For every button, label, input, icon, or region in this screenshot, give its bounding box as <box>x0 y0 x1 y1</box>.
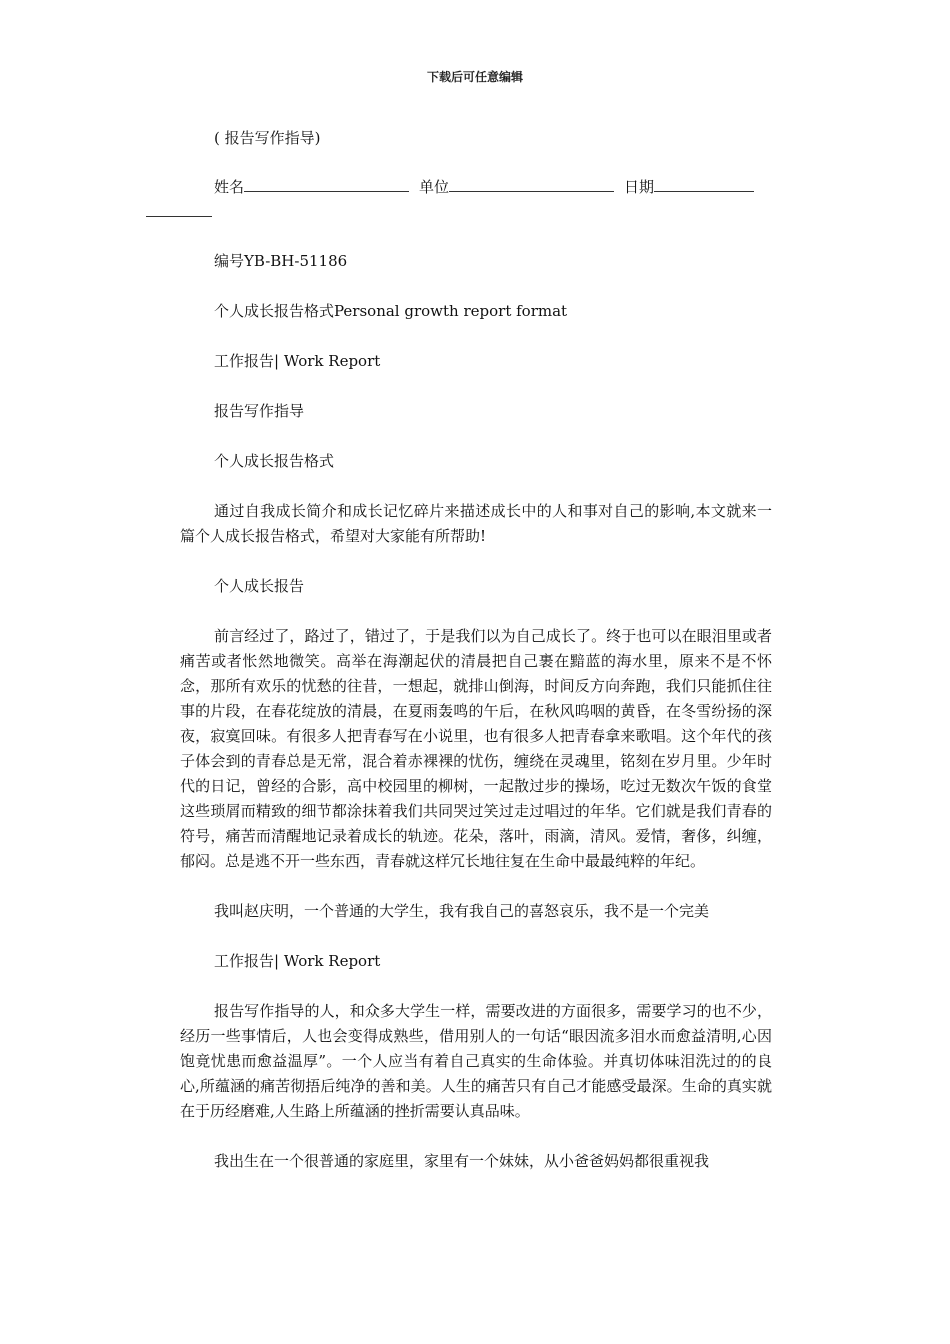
category-label-repeat: 工作报告| Work Report <box>214 952 381 970</box>
unit-label: 单位 <box>419 178 450 196</box>
date-field-line[interactable] <box>654 175 754 192</box>
date-field-line-wrap[interactable] <box>146 200 212 217</box>
document-number: 编号YB-BH-51186 <box>214 252 348 270</box>
name-label: 姓名 <box>214 178 245 196</box>
continuation-paragraph: 报告写作指导的人，和众多大学生一样，需要改进的方面很多，需要学习的也不少，经历一些事情后，人也会变得成熟些，借用别人的一句话“眼因流多泪水而愈益清明,心因饱竟忧患而愈益温厚”。一个人应当有着自己真实的生命体验。并真切体味泪洗过的的良心,所蕴涵的痛苦彻捂后纯净的善和美。人生的痛苦只有自己才能感受最深。生命的真实就在于历经磨难,人生路上所蕴涵的挫折需要认真品味。 <box>180 1002 772 1120</box>
self-intro-paragraph: 我叫赵庆明，一个普通的大学生，我有我自己的喜怒哀乐，我不是一个完美 <box>214 902 710 920</box>
preface-paragraph: 前言经过了，路过了，错过了，于是我们以为自己成长了。终于也可以在眼泪里或者痛苦或者怅然地微笑。高举在海潮起伏的清晨把自己裹在黯蓝的海水里，原来不是不怀念，那所有欢乐的忧愁的往昔，一想起，就排山倒海，时间反方向奔跑，我们只能抓住往事的片段，在春花绽放的清晨，在夏雨轰鸣的午后，在秋风呜咽的黄昏，在冬雪纷扬的深夜，寂寞回味。有很多人把青春写在小说里，也有很多人把青春拿来歌唱。这个年代的孩子体会到的青春总是无常，混合着赤裸裸的忧伤，缠绕在灵魂里，铭刻在岁月里。少年时代的日记，曾经的合影，高中校园里的柳树，一起散过步的操场，吃过无数次午饭的食堂这些琐屑而精致的细节都涂抹着我们共同哭过笑过走过唱过的年华。它们就是我们青春的符号，痛苦而清醒地记录着成长的轨迹。花朵，落叶，雨滴，清风。爱情，奢侈，纠缠，郁闷。总是逃不开一些东西，青春就这样冗长地往复在生命中最最纯粹的年纪。 <box>180 627 772 870</box>
guide-tag: ( 报告写作指导) <box>214 129 321 147</box>
guide-heading: 报告写作指导 <box>214 402 305 420</box>
name-field-line[interactable] <box>244 175 409 192</box>
family-paragraph: 我出生在一个很普通的家庭里，家里有一个妹妹，从小爸爸妈妈都很重视我 <box>214 1152 710 1170</box>
date-label: 日期 <box>624 178 655 196</box>
report-heading: 个人成长报告 <box>214 577 305 595</box>
intro-paragraph: 通过自我成长简介和成长记忆碎片来描述成长中的人和事对自己的影响,本文就来一篇个人成长报告格式，希望对大家能有所帮助! <box>180 502 772 545</box>
form-fields <box>180 175 772 225</box>
title-line: 个人成长报告格式Personal growth report format <box>214 302 568 320</box>
category-label: 工作报告| Work Report <box>214 352 381 370</box>
unit-field-line[interactable] <box>449 175 614 192</box>
document-body <box>180 126 772 1199</box>
header-note: 下载后可任意编辑 <box>426 70 523 84</box>
format-heading: 个人成长报告格式 <box>214 452 335 470</box>
